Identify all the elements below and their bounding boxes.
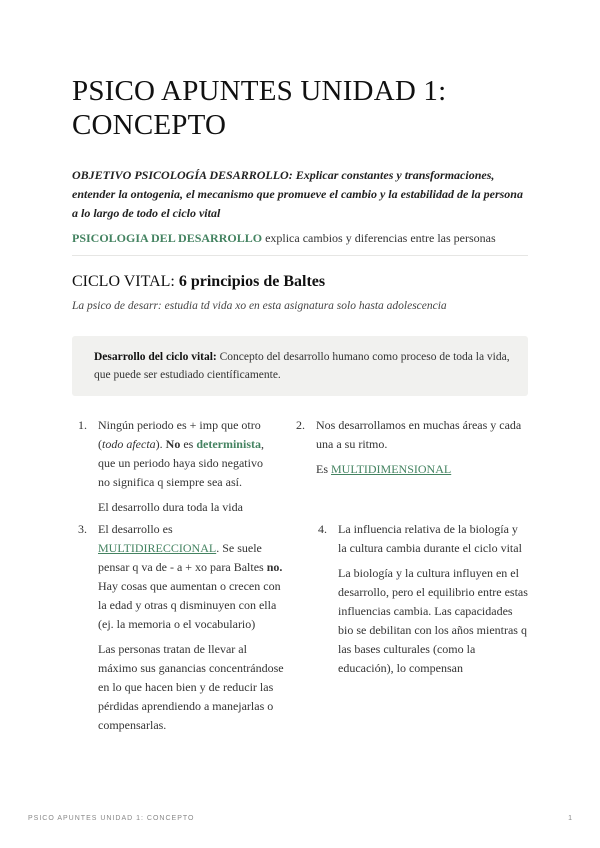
principle-4: 4. La influencia relativa de la biología y la cultura cambia durante el ciclo vital La biología y la cultura influyen en el desarrollo, pero el equilibrio entre estas influencias cambia. Las capacidades bio se debilitan con los años mientras q las bases culturales (como la educación), lo compensan xyxy=(318,522,528,675)
page-number: 1 xyxy=(568,815,572,822)
determinista-term: determinista xyxy=(196,437,261,451)
multidimensional-link[interactable]: MULTIDIMENSIONAL xyxy=(331,462,452,476)
section-subtitle: La psico de desarr: estudia td vida xo en esta asignatura solo hasta adolescencia xyxy=(72,300,447,312)
psico-definition: PSICOLOGIA DEL DESARROLLO explica cambios y diferencias entre las personas xyxy=(72,231,496,245)
callout-box xyxy=(72,336,528,396)
document-page xyxy=(72,74,528,732)
divider xyxy=(72,255,528,256)
page-footer: PSICO APUNTES UNIDAD 1: CONCEPTO xyxy=(28,815,195,822)
callout-text: Concepto del desarrollo humano como proceso de toda la vida, que puede ser estudiado científicamente. xyxy=(94,351,510,381)
section-heading: CICLO VITAL: 6 principios de Baltes xyxy=(72,273,326,290)
multidireccional-link[interactable]: MULTIDIRECCIONAL xyxy=(98,541,217,555)
principle-3: 3. El desarrollo es MULTIDIRECCIONAL. Se suele pensar q va de - a + xo para Baltes no. Hay cosas que aumentan o crecen con la edad y otras q disminuyen con ella (ej. la memoria o el vocabulario) Las personas tratan de llevar al máximo sus ganancias concentrándose en lo que hacen bien y de reducir las pérdidas aprendiendo a manejarlas o compensarlas. xyxy=(78,522,284,732)
psico-label: PSICOLOGIA DEL DESARROLLO xyxy=(72,231,263,245)
page-title: PSICO APUNTES UNIDAD 1: CONCEPTO xyxy=(72,75,447,141)
principle-2: 2. Nos desarrollamos en muchas áreas y cada una a su ritmo. Es MULTIDIMENSIONAL xyxy=(296,418,522,476)
callout-label: Desarrollo del ciclo vital: xyxy=(94,351,217,363)
objective-paragraph: OBJETIVO PSICOLOGÍA DESARROLLO: Explicar constantes y transformaciones, entender la ontogenia, el mecanismo que promueve el cambio y la estabilidad de la persona a lo largo de todo el ciclo vital xyxy=(72,168,523,220)
principle-1: 1. Ningún periodo es + imp que otro (todo afecta). No es determinista, que un periodo haya sido negativo no significa q siempre sea así. El desarrollo dura toda la vida xyxy=(78,418,264,514)
